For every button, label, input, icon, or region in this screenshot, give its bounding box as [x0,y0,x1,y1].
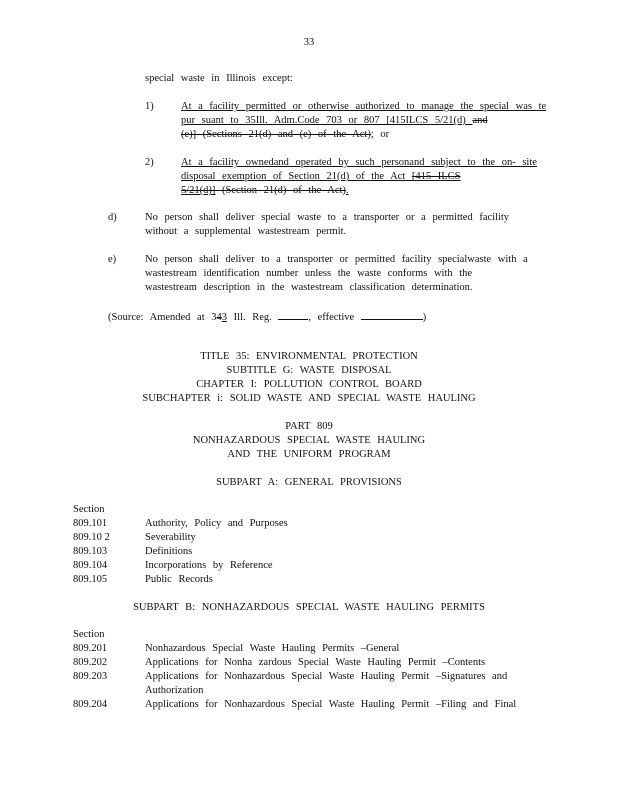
source-prefix: (Source: Amended at 3 [108,312,217,323]
section-number: 809.104 [73,560,108,571]
page-number: 33 [303,37,315,48]
section-number: 809.10 2 [73,532,110,543]
section-title: Nonhazardous Special Waste Hauling Permits –General [145,643,400,654]
source-note [108,309,426,325]
section-title: Applications for Nonhazardous Special Waste Hauling Permit –Signatures and [145,671,508,682]
section-number: 809.203 [73,671,108,682]
section-label-b: Section [73,629,105,640]
section-title-continued: Authorization [145,685,204,696]
item-1-line-1: At a facility permitted or otherwise authorized to manage the special was te [181,101,547,112]
item-1-line-3-tail: ; or [370,129,390,140]
para-d-label: d) [108,212,117,223]
item-1-line-2 [181,114,488,128]
item-2-line-3-deleted-cite: 5/21(d)] [181,185,216,196]
item-1-number: 1) [145,101,154,112]
part-title-line-2: AND THE UNIFORM PROGRAM [227,449,391,460]
subtitle-heading: SUBTITLE G: WASTE DISPOSAL [226,365,392,376]
section-number: 809.105 [73,574,108,585]
title-heading: TITLE 35: ENVIRONMENTAL PROTECTION [200,351,418,362]
source-inserted-digit: 3 [221,312,228,323]
item-2-line-2-deleted: [415 ILCS [411,171,461,182]
section-title: Public Records [145,574,213,585]
para-e-label: e) [108,254,117,265]
para-e-line-2: wastestream identification number unless the waste conforms with the [145,268,473,279]
source-blank-issue [278,309,308,320]
item-2-number: 2) [145,157,154,168]
subpart-a-heading: SUBPART A: GENERAL PROVISIONS [216,477,402,488]
source-reg: Ill. Reg. [227,312,279,323]
source-struck-digit: 4 [216,312,222,323]
section-title: Definitions [145,546,193,557]
section-number: 809.101 [73,518,108,529]
intro-text: special waste in Illinois except: [145,73,293,84]
section-title: Applications for Nonha zardous Special Waste Hauling Permit –Contents [145,657,486,668]
source-effective: , effective [308,312,361,323]
item-2-line-2 [181,170,461,184]
item-2-line-3 [181,184,349,198]
section-title: Applications for Nonhazardous Special Waste Hauling Permit –Filing and Final [145,699,517,710]
para-e-line-3: wastestream description in the wastestream classification determination. [145,282,473,293]
item-1-line-2-deleted: and [472,115,488,126]
part-heading: PART 809 [285,421,333,432]
item-1-line-3 [181,128,389,142]
section-title: Incorporations by Reference [145,560,273,571]
item-2-line-3-deleted: (Section 21(d) of the Act) [215,185,346,196]
source-blank-date [361,309,423,320]
item-2-line-2-inserted: disposal exemption of Section 21(d) of the Act [181,171,412,182]
section-label-a: Section [73,504,105,515]
section-number: 809.202 [73,657,108,668]
subchapter-heading: SUBCHAPTER i: SOLID WASTE AND SPECIAL WASTE HAULING [142,393,476,404]
item-2-line-3-period: . [345,185,349,196]
part-title-line-1: NONHAZARDOUS SPECIAL WASTE HAULING [192,435,426,446]
section-number: 809.103 [73,546,108,557]
chapter-heading: CHAPTER I: POLLUTION CONTROL BOARD [196,379,422,390]
para-e-line-1: No person shall deliver to a transporter or permitted facility specialwaste with a [145,254,528,265]
section-title: Authority, Policy and Purposes [145,518,288,529]
subpart-b-heading: SUBPART B: NONHAZARDOUS SPECIAL WASTE HAULING PERMITS [133,602,485,613]
item-1-line-3-deleted: (e)] (Sections 21(d) and (e) of the Act) [181,129,371,140]
section-number: 809.201 [73,643,108,654]
item-2-line-1: At a facility ownedand operated by such personand subject to the on- site [181,157,537,168]
item-1-line-2-inserted: pur suant to 35Ill. Adm.Code 703 or 807 [415ILCS 5/21(d) [181,115,473,126]
para-d-line-1: No person shall deliver special waste to a transporter or a permitted facility [145,212,510,223]
section-title: Severability [145,532,196,543]
section-number: 809.204 [73,699,108,710]
para-d-line-2: without a supplemental wastestream permit. [145,226,347,237]
source-suffix: ) [422,312,427,323]
